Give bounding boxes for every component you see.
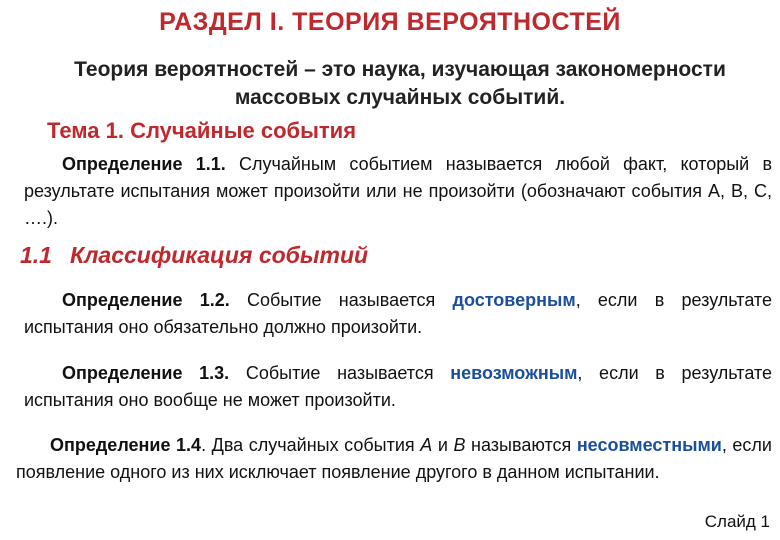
definition-term: Определение 1.2. [62,290,230,310]
section-heading [20,242,368,269]
definition-text: Событие называется [229,290,453,310]
definition-1-2 [24,287,772,341]
section-title: Классификация событий [69,242,369,268]
definition-text: и [432,435,454,455]
definition-term: Определение 1.1. [62,154,226,174]
definition-1-3 [24,360,772,414]
topic-heading: Тема 1. Случайные события [47,118,357,143]
variable-a: A [420,435,433,455]
definition-text: Событие называется [229,363,451,383]
definition-1-1 [24,151,772,232]
definition-term: Определение 1.3. [62,363,230,383]
definition-1-4 [16,432,772,486]
keyword-incompatible: несовместными [576,435,722,455]
definition-text: , если в результате испытания оно обязательно должно произойти. [24,290,772,337]
variable-b: B [453,435,466,455]
slide-number: Слайд 1 [704,512,770,531]
section-number: 1.1 [20,242,52,268]
definition-text: Случайным событием называется любой факт, который в результате испытания может произойти или не произойти (обозначают события A, B, C, ….). [24,154,773,228]
keyword-impossible: невозможным [450,363,578,383]
intro-statement: Теория вероятностей – это наука, изучающая закономерности массовых случайных событий. [74,58,726,109]
definition-text: , если появление одного из них исключает появление другого в данном испытании. [16,435,772,482]
definition-text: , если в результате испытания оно вообще не может произойти. [24,363,772,410]
keyword-certain: достоверным [452,290,576,310]
definition-text: называются [465,435,577,455]
definition-text: . Два случайных события [201,435,421,455]
definition-term: Определение 1.4 [50,435,202,455]
slide-title: РАЗДЕЛ I. ТЕОРИЯ ВЕРОЯТНОСТЕЙ [159,8,621,36]
